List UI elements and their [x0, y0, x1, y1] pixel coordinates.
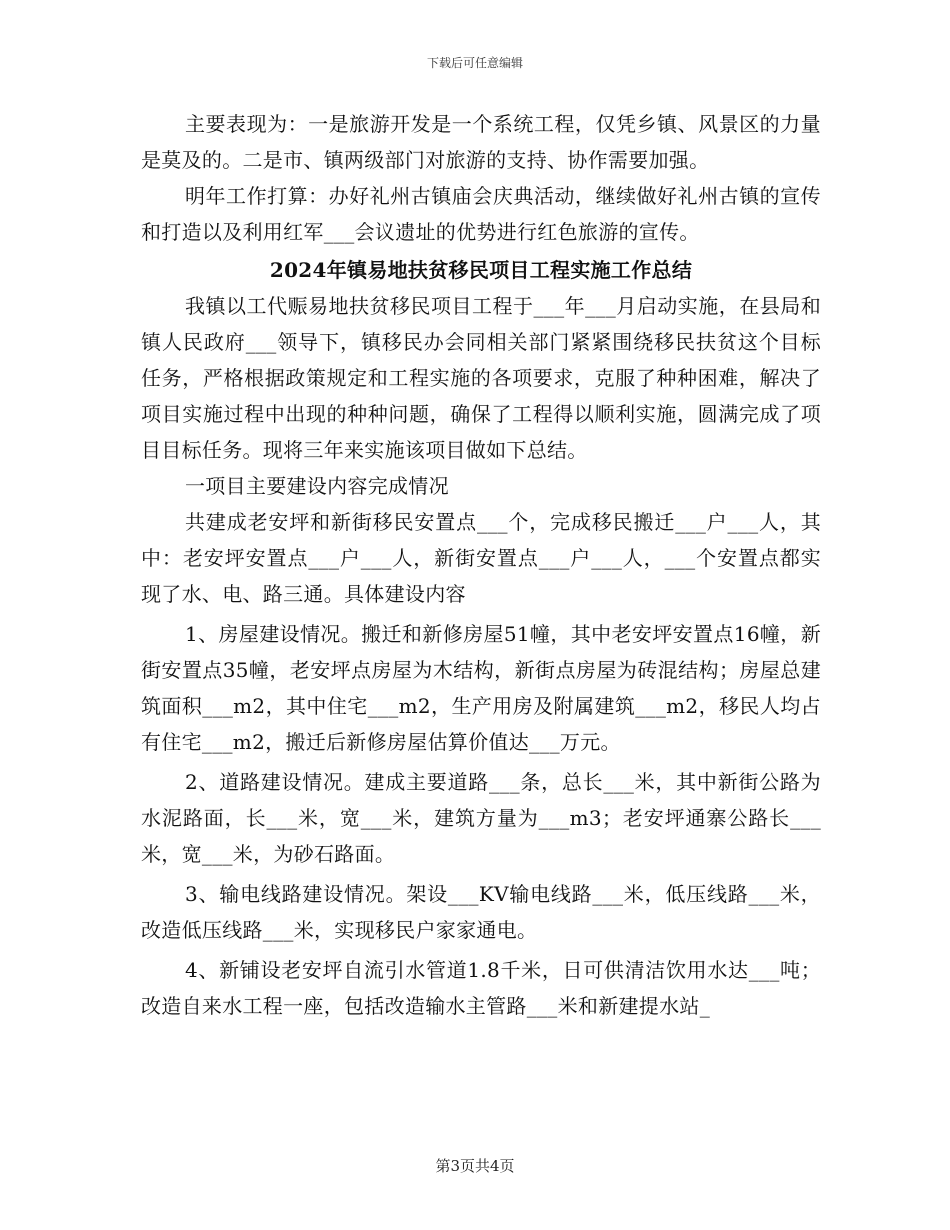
section-heading-construction: 一项目主要建设内容完成情况	[185, 474, 449, 498]
paragraph-water-supply: 4、新铺设老安坪自流引水管道1.8千米，日可供清洁饮用水达___吨；改造自来水工程一座，包括改造输水主管路___米和新建提水站_	[141, 958, 821, 1018]
paragraph-resettlement-summary: 共建成老安坪和新街移民安置点___个，完成移民搬迁___户___人，其中：老安坪安置点___户___人，新街安置点___户___人，___个安置点都实现了水、电、路三通。具体建设内容	[141, 510, 821, 606]
paragraph-power-lines: 3、输电线路建设情况。架设___KV输电线路___米，低压线路___米，改造低压线路___米，实现移民户家家通电。	[141, 882, 821, 942]
paragraph-intro: 我镇以工代赈易地扶贫移民项目工程于___年___月启动实施，在县局和镇人民政府___领导下，镇移民办会同相关部门紧紧围绕移民扶贫这个目标任务，严格根据政策规定和工程实施的各项要求，克服了种种困难，解决了项目实施过程中出现的种种问题，确保了工程得以顺利实施，圆满完成了项目目标任务。现将三年来实施该项目做如下总结。	[141, 294, 821, 462]
paragraph-problems: 主要表现为：一是旅游开发是一个系统工程，仅凭乡镇、风景区的力量是莫及的。二是市、镇两级部门对旅游的支持、协作需要加强。	[141, 112, 821, 172]
paragraph-roads: 2、道路建设情况。建成主要道路___条，总长___米，其中新街公路为水泥路面，长___米，宽___米，建筑方量为___m3；老安坪通寨公路长___米，宽___米，为砂石路面。	[141, 770, 821, 866]
paragraph-next-year-plan: 明年工作打算：办好礼州古镇庙会庆典活动，继续做好礼州古镇的宣传和打造以及利用红军___会议遗址的优势进行红色旅游的宣传。	[141, 184, 821, 244]
document-title: 2024年镇易地扶贫移民项目工程实施工作总结	[269, 258, 693, 282]
page-header-note: 下载后可任意编辑	[426, 56, 523, 70]
document-body	[141, 106, 821, 1024]
paragraph-housing: 1、房屋建设情况。搬迁和新修房屋51幢，其中老安坪安置点16幢，新街安置点35幢，老安坪点房屋为木结构，新街点房屋为砖混结构；房屋总建筑面积___m2，其中住宅___m2，生产用房及附属建筑___m2，移民人均占有住宅___m2，搬迁后新修房屋估算价值达___万元。	[141, 622, 821, 754]
page-number: 第3页共4页	[435, 1157, 515, 1175]
